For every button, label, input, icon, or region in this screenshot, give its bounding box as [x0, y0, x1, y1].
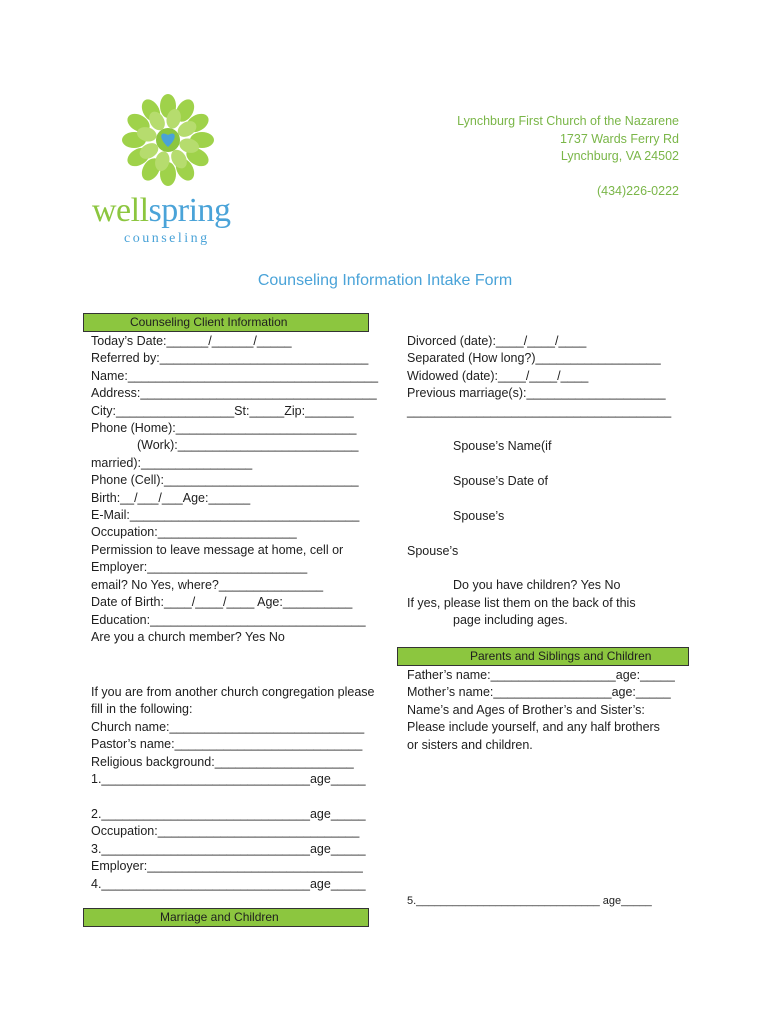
email-field[interactable]: E-Mail:_________________________________: [91, 508, 360, 523]
previous-marriages-line[interactable]: ______________________________________: [407, 403, 672, 418]
address-field[interactable]: Address:__________________________________: [91, 386, 377, 401]
occupation-field[interactable]: Occupation:____________________: [91, 525, 297, 540]
client-info-fields: [91, 333, 378, 646]
education-field[interactable]: Education:_______________________________: [91, 612, 366, 627]
phone-work-field[interactable]: (Work):__________________________: [137, 438, 359, 453]
section-parents-siblings: Parents and Siblings and Children: [397, 647, 689, 666]
birth-age-field[interactable]: Birth:__/___/___Age:______: [91, 490, 251, 505]
spouse-dob-label: Spouse’s Date of: [453, 474, 548, 488]
pastor-name-field[interactable]: Pastor’s name:___________________________: [91, 737, 363, 752]
church-city: Lynchburg, VA 24502: [560, 149, 679, 163]
church-phone: (434)226-0222: [596, 183, 679, 198]
married-field[interactable]: married):________________: [91, 455, 253, 470]
phone-home-field[interactable]: Phone (Home):__________________________: [91, 421, 357, 436]
church-name-field[interactable]: Church name:____________________________: [91, 719, 365, 734]
children-question[interactable]: Do you have children? Yes No: [453, 578, 621, 592]
separated-field[interactable]: Separated (How long?)__________________: [407, 351, 661, 366]
father-name-field[interactable]: Father’s name:__________________age:_____: [407, 668, 675, 682]
congregation-fields: [91, 684, 375, 788]
sibling-4-field[interactable]: 4.______________________________age_____: [91, 876, 366, 891]
logo-word-spring: spring: [148, 192, 231, 229]
logo-subtitle: counseling: [124, 231, 210, 246]
siblings-instruction: Name’s and Ages of Brother’s and Sister’s:: [407, 702, 645, 717]
wellspring-logo: [88, 92, 253, 254]
employer-field[interactable]: Employer:_______________________: [91, 560, 308, 575]
congregation-instruction: If you are from another church congregation please: [91, 685, 375, 699]
sibling-5-field[interactable]: 5.______________________________ age_____: [407, 895, 652, 907]
siblings-instruction-2: Please include yourself, and any half brothers: [407, 720, 660, 735]
children-list-line-2: page including ages.: [453, 613, 568, 628]
todays-date-field[interactable]: Today’s Date:______/______/_____: [91, 334, 292, 348]
spouse-label-1: Spouse’s: [453, 509, 505, 523]
parents-fields: [407, 667, 675, 754]
religious-background-field[interactable]: Religious background:____________________: [91, 754, 354, 769]
occupation-field-2[interactable]: Occupation:_____________________________: [91, 824, 360, 839]
referred-by-field[interactable]: Referred by:______________________________: [91, 351, 369, 366]
email-permission-field[interactable]: email? No Yes, where?_______________: [91, 577, 324, 592]
widowed-field[interactable]: Widowed (date):____/____/____: [407, 368, 589, 383]
phone-cell-field[interactable]: Phone (Cell):____________________________: [91, 473, 359, 488]
logo-wordmark: [92, 192, 231, 230]
form-title: Counseling Information Intake Form: [257, 272, 513, 289]
employer-field-2[interactable]: Employer:_______________________________: [91, 859, 363, 874]
divorced-field[interactable]: Divorced (date):____/____/____: [407, 334, 587, 348]
mother-name-field[interactable]: Mother’s name:_________________age:_____: [407, 685, 671, 700]
sibling-2-field[interactable]: 2.______________________________age_____: [91, 807, 366, 821]
church-member-field[interactable]: Are you a church member? Yes No: [91, 629, 285, 644]
congregation-instruction-2: fill in the following:: [91, 702, 193, 717]
spouse-name-label: Spouse’s Name(if: [453, 439, 552, 453]
church-address: [457, 113, 679, 200]
section-marriage-children: Marriage and Children: [83, 908, 369, 927]
siblings-instruction-3: or sisters and children.: [407, 737, 533, 752]
children-list-line-1: If yes, please list them on the back of this: [407, 596, 636, 610]
date-of-birth-field[interactable]: Date of Birth:____/____/____ Age:__________: [91, 595, 353, 610]
sibling-3-field[interactable]: 3.______________________________age_____: [91, 841, 366, 856]
church-street: 1737 Wards Ferry Rd: [559, 131, 679, 146]
name-field[interactable]: Name:____________________________________: [91, 368, 379, 383]
section-client-info: Counseling Client Information: [83, 313, 369, 332]
flower-heart-icon: [118, 92, 218, 192]
church-name: Lynchburg First Church of the Nazarene: [457, 114, 679, 128]
sibling-1-field[interactable]: 1.______________________________age_____: [91, 772, 366, 787]
logo-word-well: well: [92, 192, 149, 229]
city-state-zip-field[interactable]: City:_________________St:_____Zip:_______: [91, 403, 354, 418]
sibling-fields: [91, 806, 366, 893]
spouse-label-2: Spouse’s: [407, 544, 459, 558]
previous-marriages-field[interactable]: Previous marriage(s):____________________: [407, 386, 666, 401]
marital-fields: [407, 333, 671, 420]
children-list-instruction: [407, 595, 636, 630]
permission-message-text: Permission to leave message at home, cell or: [91, 542, 344, 557]
